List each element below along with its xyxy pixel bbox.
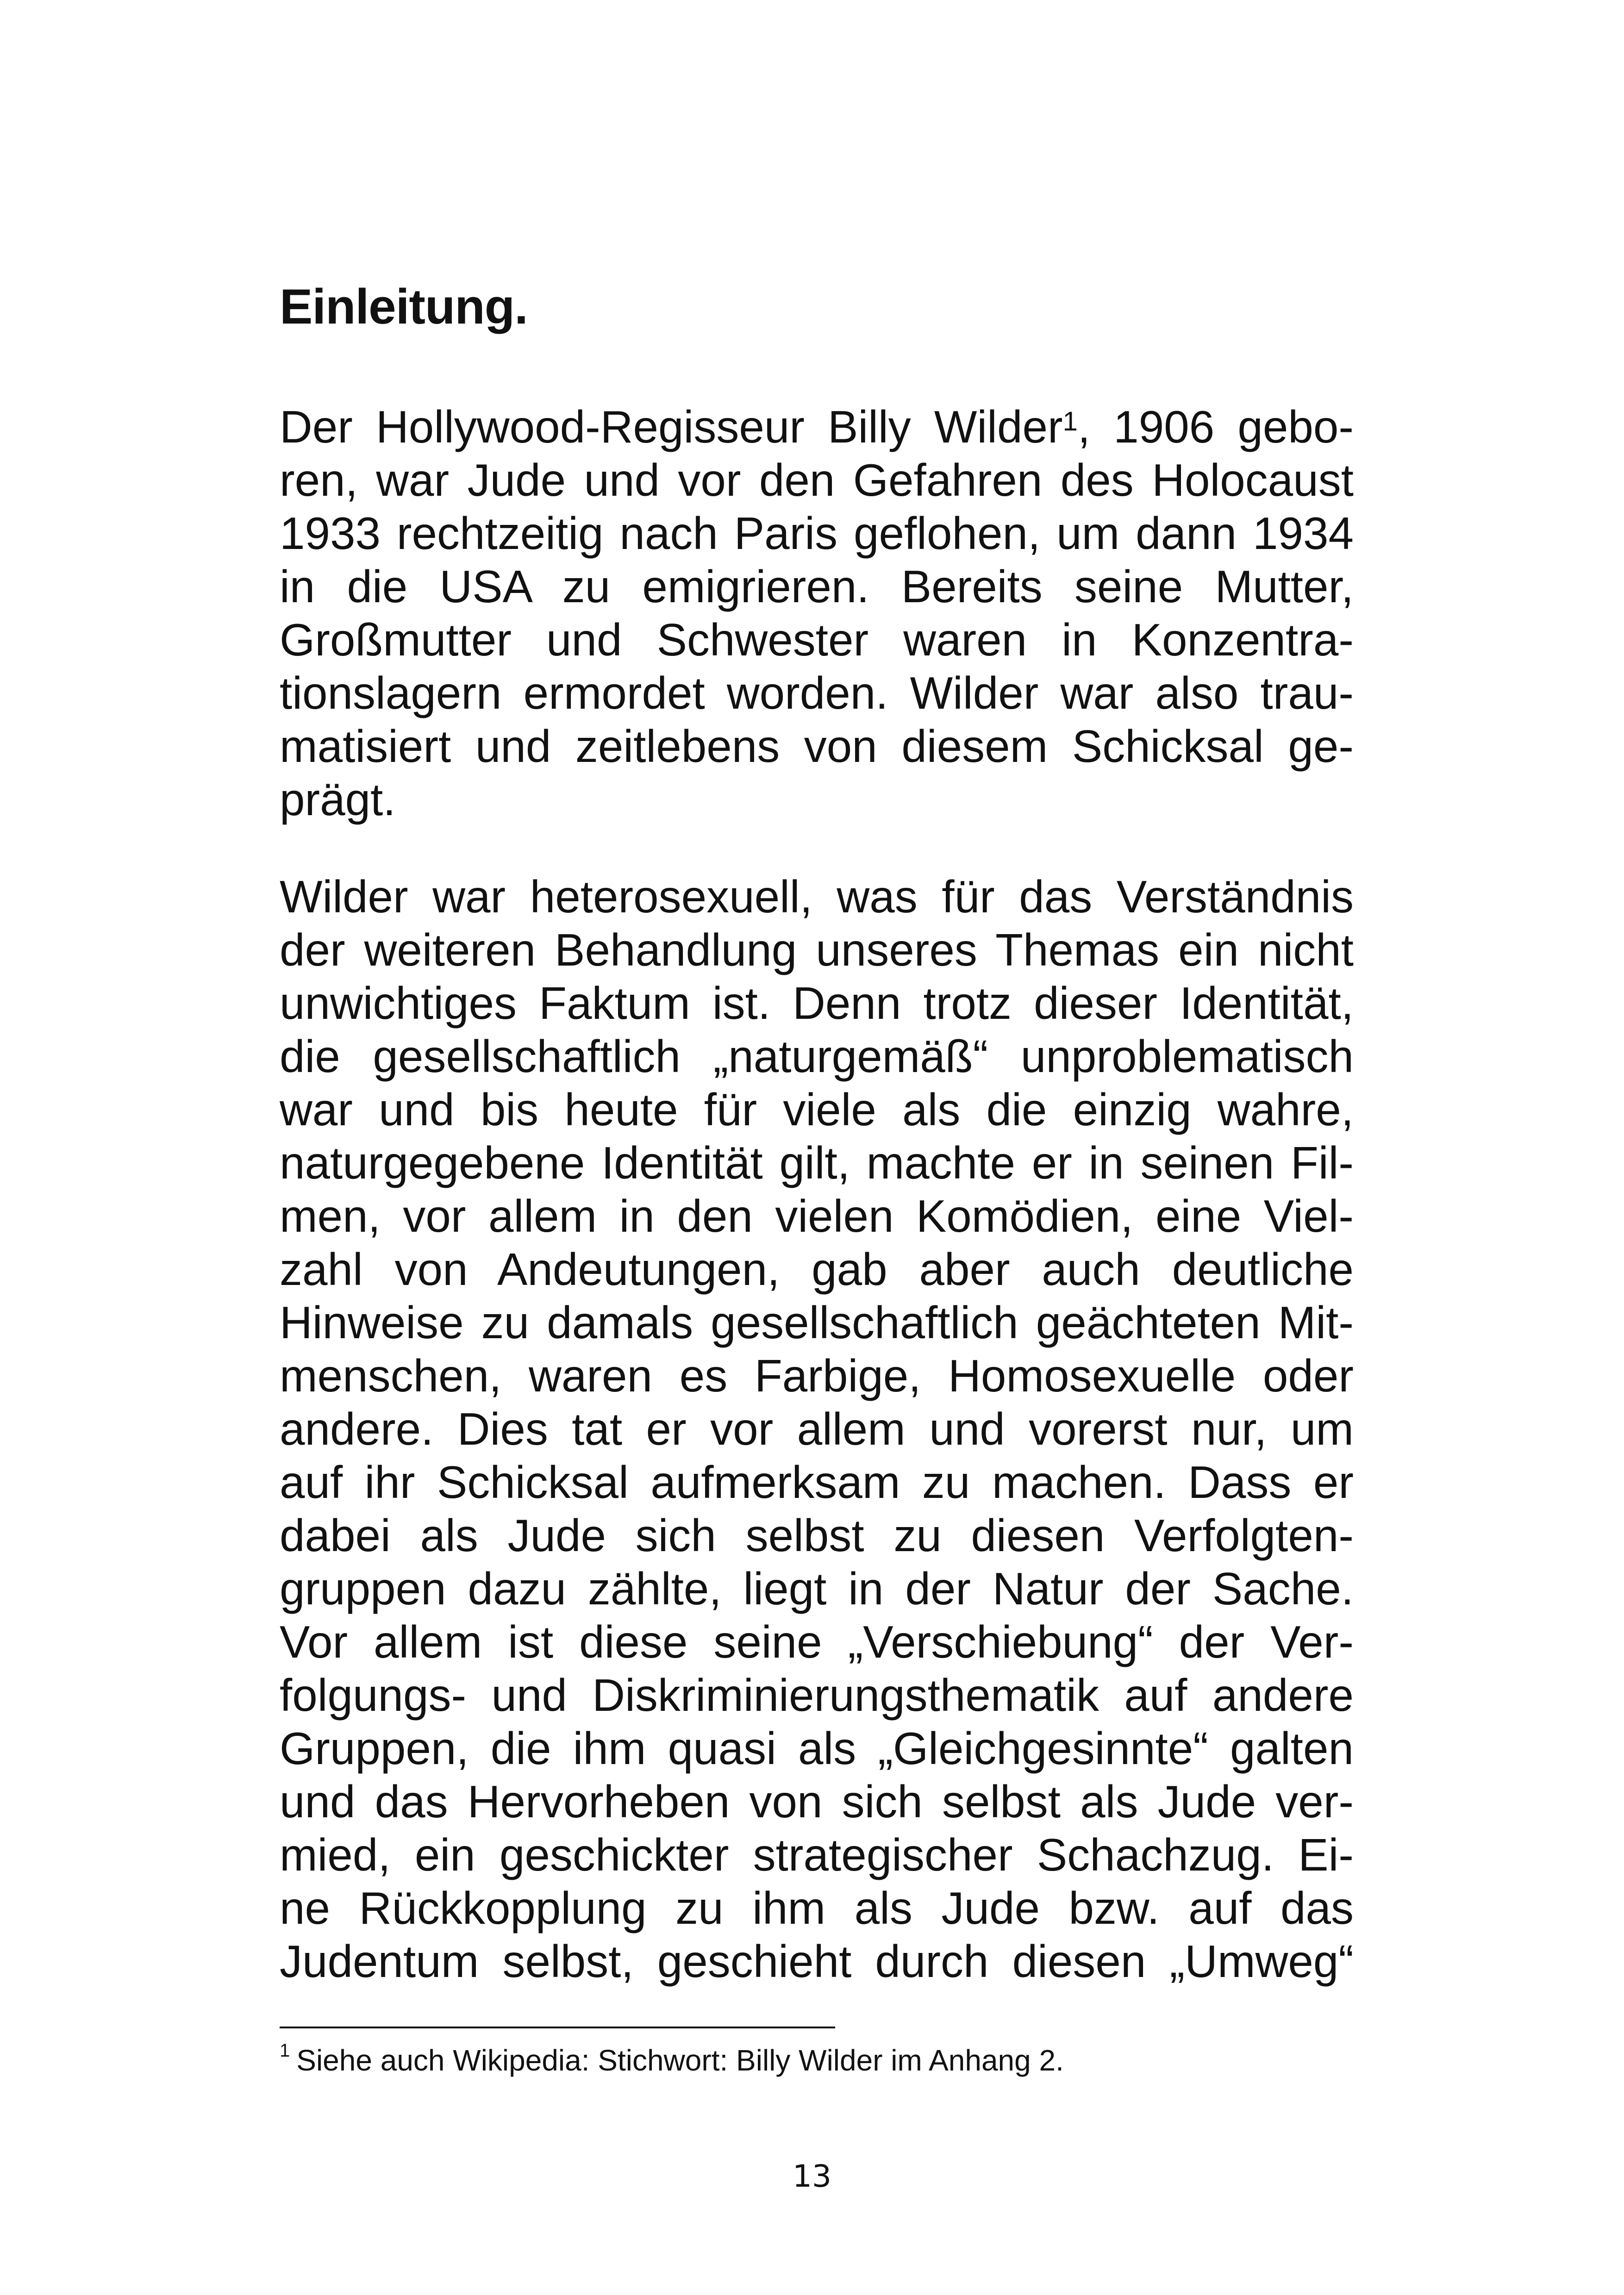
text-segment: , 1906 gebo- [1077,401,1354,452]
text-line: ren, war Jude und vor den Gefahren des Holocaust [280,455,1354,505]
text-line: Gruppen, die ihm quasi als „Gleichgesinnte“ galten [280,1723,1354,1774]
text-line: Vor allem ist diese seine „Verschiebung“ der Ver- [280,1616,1354,1667]
footnote-separator [280,2027,835,2028]
footnote-mark: 1 [280,2040,290,2061]
text-line: men, vor allem in den vielen Komödien, eine Viel- [280,1191,1354,1241]
text-line: naturgegebene Identität gilt, machte er in seinen Fil- [280,1137,1354,1188]
text-line: 1933 rechtzeitig nach Paris geflohen, um dann 1934 [280,508,1354,559]
text-line: zahl von Andeutungen, gab aber auch deutliche [280,1244,1354,1295]
text-line: unwichtiges Faktum ist. Denn trotz dieser Identität, [280,978,1354,1029]
footnote-text: Siehe auch Wikipedia: Stichwort: Billy Wilder im Anhang 2. [296,2044,1064,2077]
text-line [280,400,1354,454]
text-line: Judentum selbst, geschieht durch diesen „Umweg“ [280,1936,1354,1987]
chapter-heading: Einleitung. [280,279,528,334]
text-line: Wilder war heterosexuell, was für das Verständnis [280,871,1354,922]
text-line: Hinweise zu damals gesellschaftlich geächteten Mit- [280,1297,1354,1348]
text-line: Großmutter und Schwester waren in Konzentra- [280,614,1354,665]
text-segment: Der Hollywood-Regisseur Billy Wilder [280,401,1063,452]
text-line: ne Rückkopplung zu ihm als Jude bzw. auf das [280,1883,1354,1933]
page-number: 13 [793,2158,831,2194]
text-line: andere. Dies tat er vor allem und vorerst nur, um [280,1403,1354,1454]
text-line: und das Hervorheben von sich selbst als Jude ver- [280,1776,1354,1827]
text-line: matisiert und zeitlebens von diesem Schicksal ge- [280,721,1354,772]
text-line: prägt. [280,774,396,825]
text-line: folgungs- und Diskriminierungsthematik auf andere [280,1670,1354,1721]
text-line: auf ihr Schicksal aufmerksam zu machen. Dass er [280,1457,1354,1508]
text-line: dabei als Jude sich selbst zu diesen Verfolgten- [280,1510,1354,1561]
footnote [280,2041,1064,2080]
text-line: war und bis heute für viele als die einzig wahre, [280,1084,1354,1135]
text-line: tionslagern ermordet worden. Wilder war also trau- [280,667,1354,718]
footnote-reference: 1 [1062,406,1078,437]
text-line: mied, ein geschickter strategischer Schachzug. Ei- [280,1829,1354,1880]
text-line: der weiteren Behandlung unseres Themas ein nicht [280,924,1354,975]
paragraph-1 [280,400,1354,826]
text-line: in die USA zu emigrieren. Bereits seine Mutter, [280,561,1354,612]
text-line: menschen, waren es Farbige, Homosexuelle oder [280,1350,1354,1401]
paragraph-2 [280,870,1354,1988]
text-line: gruppen dazu zählte, liegt in der Natur der Sache. [280,1563,1354,1614]
text-line: die gesellschaftlich „naturgemäß“ unproblematisch [280,1031,1354,1082]
